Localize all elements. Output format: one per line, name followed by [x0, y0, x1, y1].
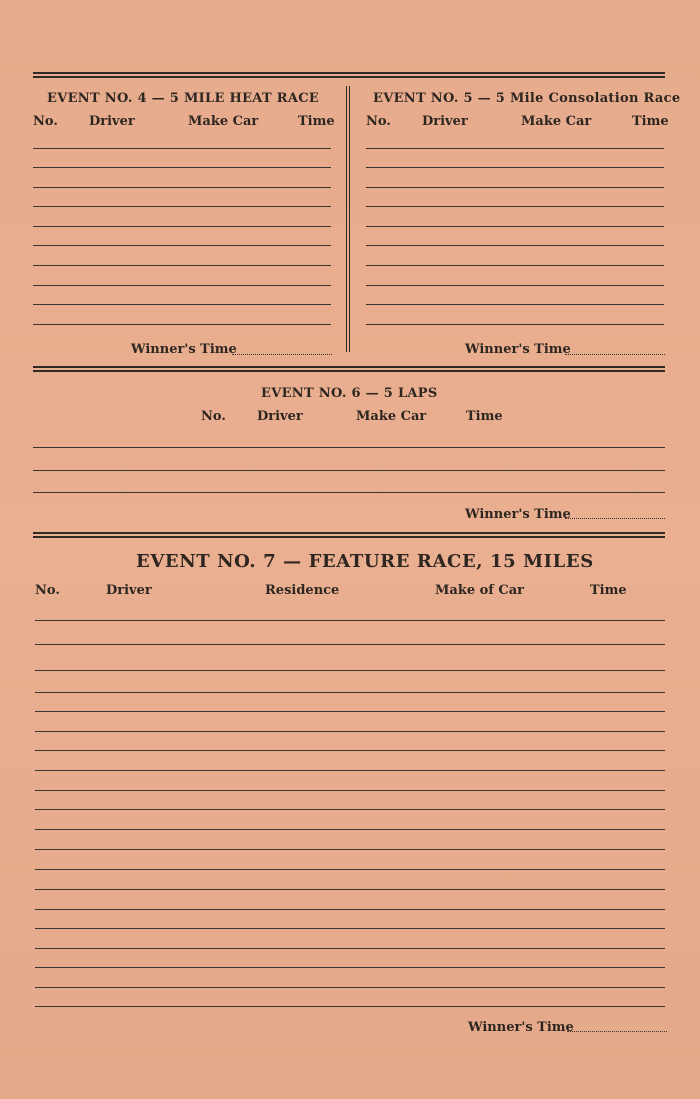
event5-winners-time-label: Winner's Time	[465, 342, 571, 357]
event7-entry-line[interactable]	[35, 889, 665, 890]
event4-winners-time-field[interactable]	[232, 354, 332, 355]
event7-entry-line[interactable]	[35, 928, 665, 929]
event6-col-time: Time	[466, 409, 503, 424]
event5-entry-line[interactable]	[366, 148, 664, 149]
event4-col-no: No.	[33, 114, 58, 129]
event4-title: EVENT NO. 4 — 5 MILE HEAT RACE	[47, 91, 320, 106]
event7-entry-line[interactable]	[35, 770, 665, 771]
event5-entry-line[interactable]	[366, 285, 664, 286]
event5-col-no: No.	[366, 114, 391, 129]
event7-entry-line[interactable]	[35, 909, 665, 910]
event7-col-time: Time	[590, 583, 627, 598]
event6-winners-time-label: Winner's Time	[465, 507, 571, 522]
event5-entry-line[interactable]	[366, 206, 664, 207]
event4-entry-line[interactable]	[33, 265, 331, 266]
event7-col-make-of-car: Make of Car	[435, 583, 525, 598]
event5-col-make-car: Make Car	[521, 114, 592, 129]
event4-entry-line[interactable]	[33, 304, 331, 305]
event7-winners-time-field[interactable]	[567, 1031, 667, 1032]
event4-col-time: Time	[298, 114, 335, 129]
event4-entry-line[interactable]	[33, 245, 331, 246]
event4-col-driver: Driver	[89, 114, 135, 129]
event5-entry-line[interactable]	[366, 304, 664, 305]
event7-entry-line[interactable]	[35, 750, 665, 751]
event5-title: EVENT NO. 5 — 5 Mile Consolation Race	[373, 91, 681, 106]
section-double-rule	[33, 366, 665, 372]
event5-entry-line[interactable]	[366, 187, 664, 188]
event7-entry-line[interactable]	[35, 670, 665, 671]
event7-entry-line[interactable]	[35, 987, 665, 988]
event4-winners-time-label: Winner's Time	[131, 342, 237, 357]
column-divider	[346, 86, 350, 352]
event7-entry-line[interactable]	[35, 711, 665, 712]
event4-entry-line[interactable]	[33, 324, 331, 325]
top-double-rule	[33, 72, 665, 78]
event6-entry-line[interactable]	[33, 470, 665, 471]
event7-entry-line[interactable]	[35, 849, 665, 850]
event7-entry-line[interactable]	[35, 948, 665, 949]
event4-entry-line[interactable]	[33, 206, 331, 207]
event7-title: EVENT NO. 7 — FEATURE RACE, 15 MILES	[136, 551, 594, 572]
event6-title: EVENT NO. 6 — 5 LAPS	[261, 386, 438, 401]
event4-entry-line[interactable]	[33, 187, 331, 188]
event7-entry-line[interactable]	[35, 731, 665, 732]
event4-entry-line[interactable]	[33, 148, 331, 149]
event4-col-make-car: Make Car	[188, 114, 259, 129]
event6-winners-time-field[interactable]	[565, 518, 665, 519]
event6-col-make-car: Make Car	[356, 409, 427, 424]
event6-entry-line[interactable]	[33, 447, 665, 448]
event7-entry-line[interactable]	[35, 692, 665, 693]
event6-col-driver: Driver	[257, 409, 303, 424]
event4-entry-line[interactable]	[33, 226, 331, 227]
event5-entry-line[interactable]	[366, 226, 664, 227]
event7-col-driver: Driver	[106, 583, 152, 598]
event7-entry-line[interactable]	[35, 829, 665, 830]
event5-col-driver: Driver	[422, 114, 468, 129]
event7-col-no: No.	[35, 583, 60, 598]
event6-entry-line[interactable]	[33, 492, 665, 493]
event7-entry-line[interactable]	[35, 809, 665, 810]
event7-entry-line[interactable]	[35, 869, 665, 870]
event6-col-no: No.	[201, 409, 226, 424]
event5-winners-time-field[interactable]	[565, 354, 665, 355]
event5-col-time: Time	[632, 114, 669, 129]
event7-col-residence: Residence	[265, 583, 340, 598]
event7-entry-line[interactable]	[35, 967, 665, 968]
event4-entry-line[interactable]	[33, 167, 331, 168]
event7-entry-line[interactable]	[35, 1006, 665, 1007]
event4-entry-line[interactable]	[33, 285, 331, 286]
section-double-rule	[33, 532, 665, 538]
event5-entry-line[interactable]	[366, 245, 664, 246]
event7-entry-line[interactable]	[35, 790, 665, 791]
event5-entry-line[interactable]	[366, 324, 664, 325]
event5-entry-line[interactable]	[366, 265, 664, 266]
event7-entry-line[interactable]	[35, 644, 665, 645]
event5-entry-line[interactable]	[366, 167, 664, 168]
event7-entry-line[interactable]	[35, 620, 665, 621]
event7-winners-time-label: Winner's Time	[468, 1020, 574, 1035]
